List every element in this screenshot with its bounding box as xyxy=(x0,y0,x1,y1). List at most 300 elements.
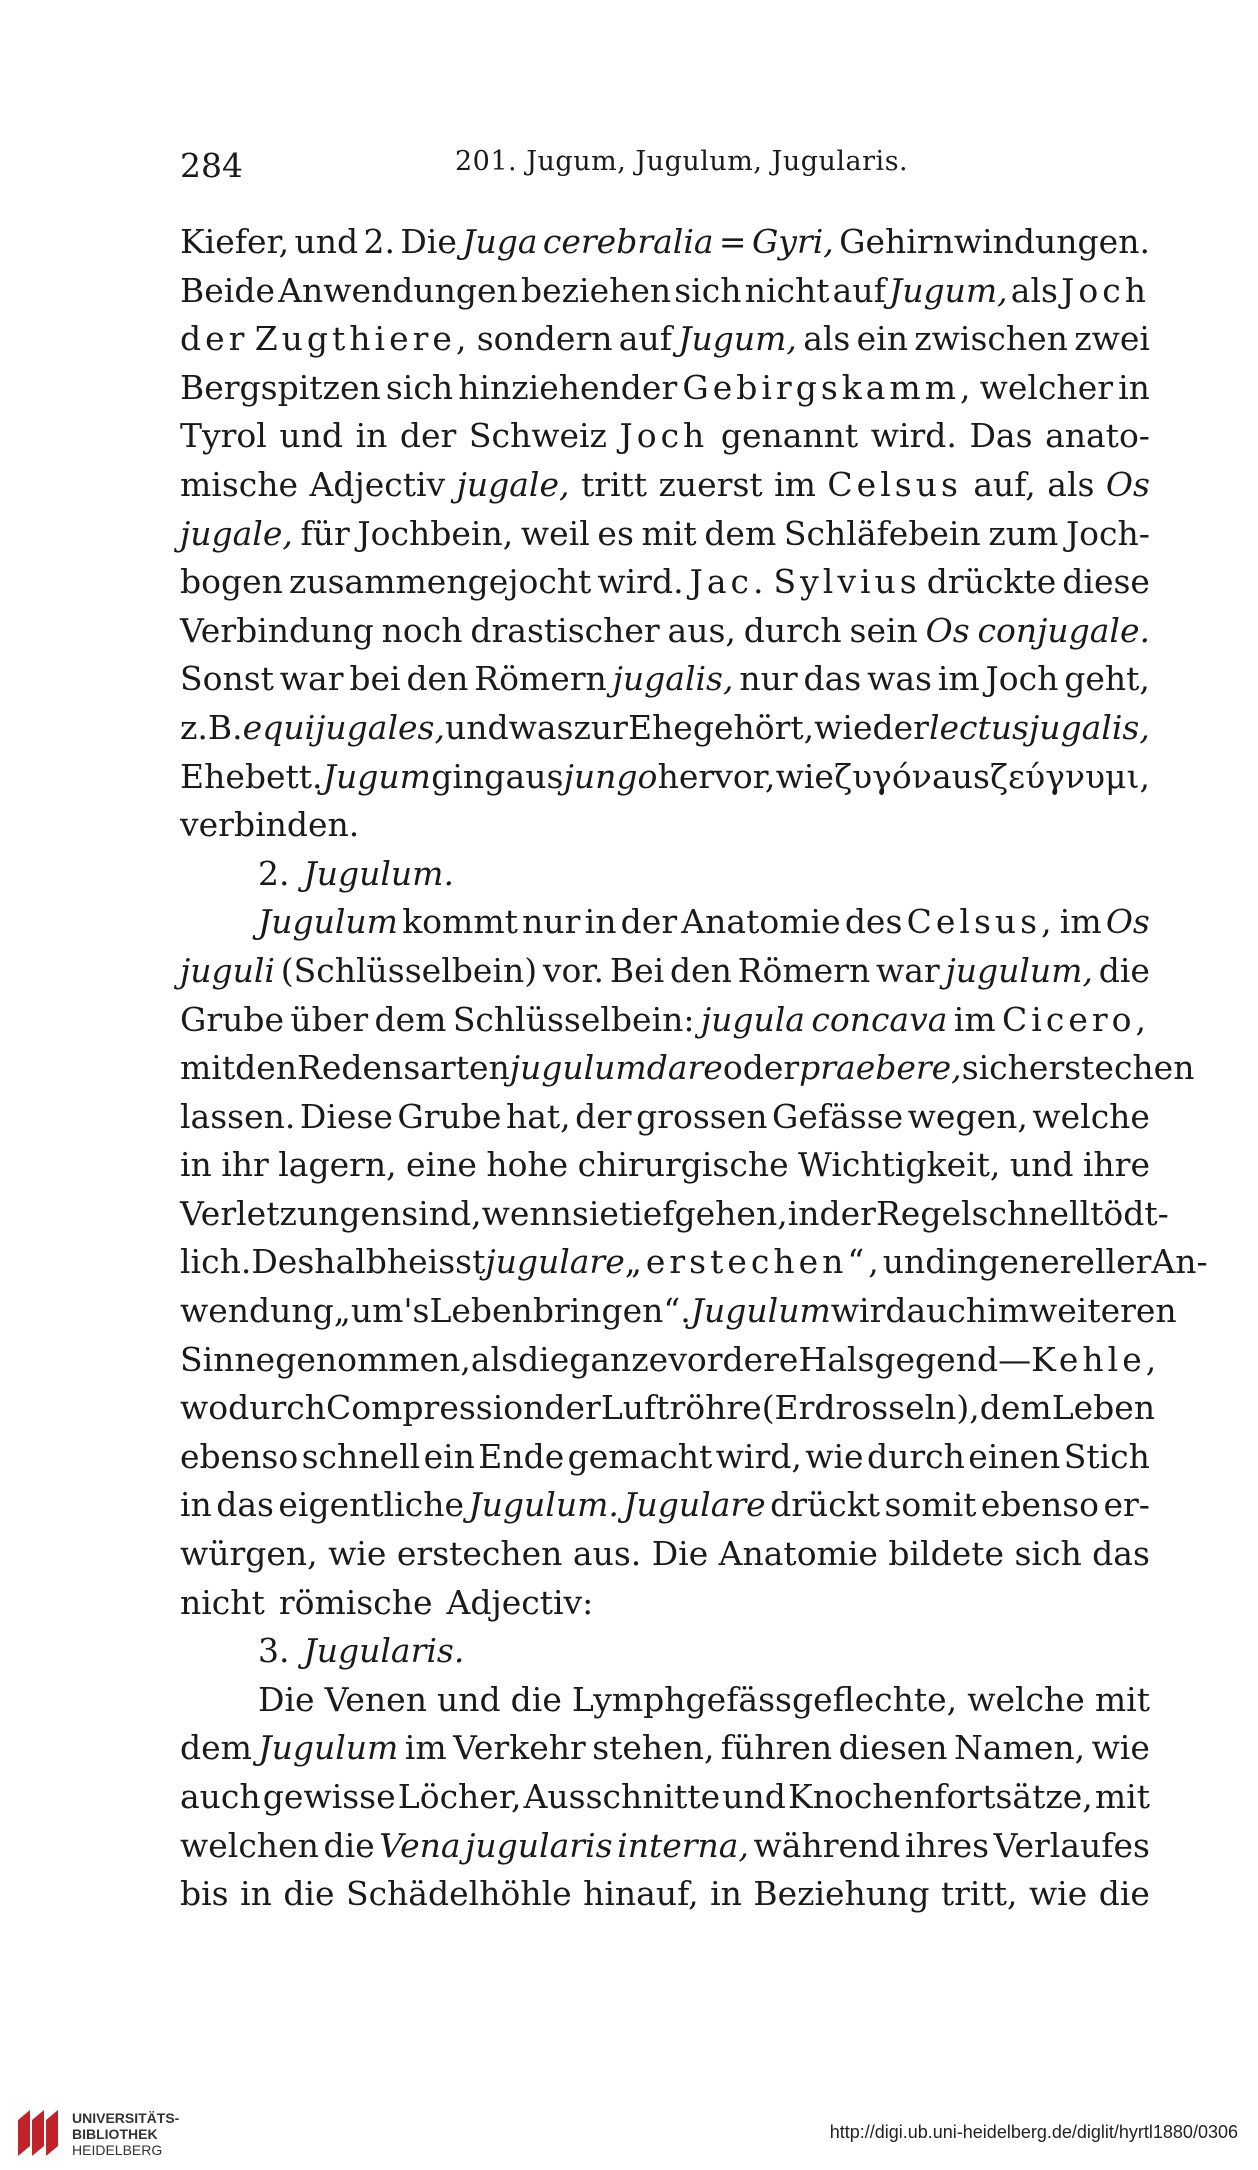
text-line xyxy=(180,1724,1150,1773)
text-line xyxy=(180,655,1150,704)
word: ein xyxy=(856,319,908,359)
text-line xyxy=(180,1238,1208,1287)
word: Gehirnwindungen. xyxy=(839,222,1150,261)
word: hat, xyxy=(505,1096,571,1136)
word: = xyxy=(718,222,747,261)
word: dare xyxy=(646,1048,723,1088)
word: Verlaufes xyxy=(993,1825,1150,1865)
word: gewisse xyxy=(262,1777,396,1816)
word: die xyxy=(283,1874,335,1914)
word: Diese xyxy=(299,1096,393,1136)
text-line xyxy=(180,461,1150,510)
word: würgen, xyxy=(180,1534,318,1574)
word: in xyxy=(355,416,388,456)
word: wird, xyxy=(715,1436,802,1476)
word: der xyxy=(620,902,678,942)
word: im xyxy=(774,464,816,504)
word: mit xyxy=(641,513,697,553)
word: in xyxy=(787,1193,820,1233)
text-line xyxy=(180,510,1150,559)
word: im xyxy=(953,999,996,1039)
word: wegen, xyxy=(907,1096,1028,1136)
word: es xyxy=(597,513,634,553)
text-line xyxy=(180,850,1150,899)
word: als xyxy=(1010,270,1058,310)
text-line xyxy=(180,1336,1161,1385)
word: des xyxy=(844,902,903,942)
word: in xyxy=(1118,367,1150,407)
word: jungo xyxy=(563,756,658,796)
word: weiteren xyxy=(1029,1291,1177,1331)
word: das xyxy=(1092,1534,1150,1574)
word: zuerst xyxy=(658,464,763,504)
word: „um's xyxy=(333,1291,430,1331)
word: Jugulare xyxy=(623,1485,766,1525)
word: wie xyxy=(1028,1874,1088,1914)
word: somit xyxy=(884,1485,977,1525)
word: drastischer xyxy=(470,610,660,650)
word: vordere xyxy=(668,1339,799,1379)
word: hinziehender xyxy=(458,367,678,407)
word: Jugulum xyxy=(258,902,398,942)
word: römische xyxy=(278,1582,433,1622)
word: im xyxy=(1059,902,1102,942)
word: Halsgegend xyxy=(798,1339,999,1379)
word: das xyxy=(216,1485,274,1525)
word: ging xyxy=(431,756,506,796)
word: Kiefer, xyxy=(180,222,290,261)
word: drückt xyxy=(770,1485,881,1525)
word: Schlüsselbein: xyxy=(452,999,695,1039)
word: führen xyxy=(720,1728,833,1768)
word: Schläfebein xyxy=(783,513,981,553)
word: drückte xyxy=(926,562,1057,602)
word: noch xyxy=(381,610,463,650)
word: die xyxy=(518,1339,570,1379)
word: Celsus xyxy=(827,464,962,504)
word: Leben xyxy=(429,1291,533,1331)
word: Zugthiere, xyxy=(254,319,471,359)
text-line xyxy=(180,704,1150,753)
word: tödt- xyxy=(1090,1193,1169,1233)
running-head: 201. Jugum, Jugulum, Jugularis. xyxy=(455,146,909,177)
word: bis xyxy=(180,1874,229,1914)
word: z. xyxy=(180,707,208,747)
word: Lymphgefässgeflechte, xyxy=(571,1679,958,1719)
word: ihres xyxy=(905,1825,990,1865)
word: dem xyxy=(704,513,777,553)
text-line xyxy=(180,1870,1150,1919)
word: jugulum xyxy=(509,1048,647,1088)
library-name: UNIVERSITÄTS- BIBLIOTHEK HEIDELBERG xyxy=(72,2110,180,2158)
word: in xyxy=(710,1874,742,1914)
word: nur xyxy=(739,659,798,699)
word: Joch xyxy=(1061,270,1150,310)
word: Grube xyxy=(180,999,285,1039)
word: dem xyxy=(979,1388,1052,1428)
word: tritt xyxy=(580,464,648,504)
word: welche xyxy=(967,1679,1085,1719)
word: hinauf, xyxy=(583,1874,699,1914)
word: er- xyxy=(1103,1485,1150,1525)
word: genommen, xyxy=(275,1339,471,1379)
word: Löcher, xyxy=(397,1777,522,1816)
word: mische xyxy=(180,464,299,504)
word: Jugum, xyxy=(678,319,797,359)
text-line xyxy=(180,218,1150,267)
word: Anwendungen xyxy=(278,270,518,310)
word: Römern xyxy=(474,659,607,699)
word: Jugulum xyxy=(258,1728,399,1768)
word: Das xyxy=(969,416,1033,456)
word: in xyxy=(180,1145,212,1185)
word: Os xyxy=(925,610,970,650)
word: Bei xyxy=(609,950,665,990)
word: vor. xyxy=(542,950,605,990)
word: welche xyxy=(1032,1096,1150,1136)
word: ganze xyxy=(569,1339,669,1379)
text-line xyxy=(180,1676,1150,1725)
word: equi xyxy=(242,707,316,747)
word: zur xyxy=(573,707,628,747)
word: Gyri, xyxy=(751,222,834,261)
word: heisst xyxy=(386,1242,486,1282)
word: Compression xyxy=(326,1388,545,1428)
word: sondern xyxy=(476,319,613,359)
word: Grube xyxy=(397,1096,502,1136)
word: durch xyxy=(866,1436,965,1476)
word: der xyxy=(575,1096,632,1136)
word: Celsus, xyxy=(906,902,1056,942)
word: sich xyxy=(385,367,454,407)
word: Verbindung xyxy=(180,610,374,650)
word: An- xyxy=(1151,1242,1208,1282)
word: Os xyxy=(1105,902,1150,942)
word: im xyxy=(404,1728,447,1768)
word: als xyxy=(803,319,851,359)
word: der xyxy=(819,1193,876,1233)
word: Venen xyxy=(324,1679,427,1719)
word: Kehle, xyxy=(1031,1339,1161,1379)
text-line xyxy=(180,996,1150,1045)
source-url-link[interactable]: http://digi.ub.uni-heidelberg.de/diglit/hyrtl1880/0306 xyxy=(829,2122,1238,2142)
word: der xyxy=(180,319,249,359)
word: welcher xyxy=(979,367,1113,407)
word: geht, xyxy=(1064,659,1150,699)
word: tief xyxy=(618,1193,675,1233)
word: Jac. xyxy=(689,562,768,602)
word: hohe xyxy=(486,1145,569,1185)
word: jugalis, xyxy=(612,659,734,699)
text-line xyxy=(180,1627,1150,1676)
word: lectus xyxy=(928,707,1029,747)
word: wie xyxy=(328,1534,387,1574)
word: einen xyxy=(968,1436,1061,1476)
text-line xyxy=(180,1773,1150,1822)
word: genannt xyxy=(720,416,859,456)
word: Luftröhre xyxy=(600,1388,762,1428)
word: jugalis, xyxy=(1029,707,1150,747)
text-line xyxy=(180,947,1150,996)
text-line xyxy=(180,753,1150,802)
word: Leben xyxy=(1051,1388,1156,1428)
library-logo-icon xyxy=(12,2106,62,2162)
word: cerebralia xyxy=(542,222,714,261)
word: ebenso xyxy=(980,1485,1100,1525)
word: jugulum, xyxy=(945,950,1093,990)
word: Tyrol xyxy=(180,416,267,456)
word: praebere, xyxy=(799,1048,962,1088)
text-line xyxy=(180,1822,1150,1871)
word: den xyxy=(669,950,732,990)
word: im xyxy=(987,1291,1029,1331)
word: ebenso xyxy=(180,1436,299,1476)
word: als xyxy=(1047,464,1095,504)
word: die xyxy=(510,1679,562,1719)
word: Jochbein, xyxy=(357,513,514,553)
word: Regel xyxy=(875,1193,972,1233)
word: und xyxy=(444,707,509,747)
word: Ende xyxy=(478,1436,565,1476)
word: durch xyxy=(228,1388,327,1428)
text-line xyxy=(180,1384,1156,1433)
word: ein xyxy=(423,1436,475,1476)
word: Joch xyxy=(619,416,709,456)
text-line xyxy=(180,1530,1150,1579)
word: anato- xyxy=(1045,416,1150,456)
word: gemacht xyxy=(567,1436,713,1476)
text-line xyxy=(180,1579,1150,1628)
word: und xyxy=(722,1777,786,1816)
word: ζεύγνυμι, xyxy=(990,756,1150,796)
word: dem xyxy=(180,1728,252,1768)
word: hervor, xyxy=(657,756,776,796)
word: weil xyxy=(520,513,590,553)
word: Beziehung xyxy=(753,1874,930,1914)
word: was xyxy=(508,707,574,747)
word: 2. xyxy=(363,222,395,261)
word: auf xyxy=(618,319,672,359)
word: Jugum, xyxy=(888,270,1008,310)
text-line xyxy=(180,412,1150,461)
word: in xyxy=(946,1242,979,1282)
word: im xyxy=(937,659,980,699)
word: Die xyxy=(400,222,457,261)
word: lagern, xyxy=(278,1145,397,1185)
text-line xyxy=(180,898,1150,947)
word: Deshalb xyxy=(251,1242,387,1282)
word: und xyxy=(1009,1145,1074,1185)
word: den xyxy=(235,1048,298,1088)
word: den xyxy=(406,659,469,699)
word: „erstechen“, xyxy=(624,1242,883,1282)
word: auch xyxy=(906,1291,988,1331)
word: auch xyxy=(180,1777,261,1816)
word: — xyxy=(998,1339,1032,1379)
word: stehen, xyxy=(592,1728,715,1768)
text-line xyxy=(180,1287,1177,1336)
word: der xyxy=(872,707,929,747)
word: Bergspitzen xyxy=(180,367,381,407)
word: und xyxy=(294,222,359,261)
word: ζυγόν xyxy=(834,756,932,796)
word: Schädelhöhle xyxy=(345,1874,572,1914)
word: dem xyxy=(374,999,447,1039)
word: der xyxy=(544,1388,601,1428)
word: Römern xyxy=(737,950,871,990)
text-line xyxy=(180,1433,1150,1482)
word: jugales, xyxy=(315,707,445,747)
word: jugale, xyxy=(180,513,293,553)
word: wendung xyxy=(180,1291,334,1331)
word: lassen. xyxy=(180,1096,296,1136)
word: diese xyxy=(1062,562,1150,602)
word: bei xyxy=(349,659,401,699)
word: Knochenfortsätze, xyxy=(788,1777,1093,1816)
word: kommt xyxy=(402,902,518,942)
text-line xyxy=(180,607,1150,656)
text-line xyxy=(180,315,1150,364)
word: grossen xyxy=(636,1096,768,1136)
word: Anatomie xyxy=(718,1534,878,1574)
word: chirurgische xyxy=(577,1145,789,1185)
word: in xyxy=(240,1874,272,1914)
word: gehen, xyxy=(674,1193,788,1233)
word: lich. xyxy=(180,1242,252,1282)
word: sind, xyxy=(401,1193,482,1233)
word: Die xyxy=(651,1534,709,1574)
word: 2. xyxy=(258,853,290,893)
word: genereller xyxy=(978,1242,1152,1282)
word: Adjectiv xyxy=(309,464,446,504)
word: Sylvius xyxy=(773,562,921,602)
word: die xyxy=(323,1825,375,1865)
word: und xyxy=(279,416,344,456)
word: Ehebett. xyxy=(180,756,323,796)
word: was xyxy=(867,659,932,699)
word: schnell xyxy=(971,1193,1091,1233)
word: nur xyxy=(522,902,581,942)
word: welchen xyxy=(180,1825,319,1865)
word: bogen xyxy=(180,562,283,602)
word: auf xyxy=(832,270,886,310)
word: die xyxy=(1098,950,1150,990)
word: in xyxy=(180,1485,212,1525)
word: beziehen xyxy=(520,270,672,310)
word: Jugum xyxy=(322,756,431,796)
word: bringen“. xyxy=(532,1291,691,1331)
word: sich xyxy=(1014,1534,1082,1574)
word: Anatomie xyxy=(681,902,841,942)
text-line xyxy=(180,1044,1195,1093)
word: war xyxy=(876,950,940,990)
word: Joch xyxy=(985,659,1059,699)
word: aus xyxy=(932,756,990,796)
word: sich xyxy=(961,1048,1029,1088)
word: und xyxy=(882,1242,947,1282)
word: Os xyxy=(1105,464,1150,504)
word: jugulare xyxy=(485,1242,625,1282)
word: gehört, xyxy=(692,707,815,747)
word: bildete xyxy=(888,1534,1005,1574)
word: erstechen xyxy=(396,1534,563,1574)
word: mit xyxy=(1094,1679,1150,1719)
word: Joch- xyxy=(1065,513,1150,553)
word: aus. xyxy=(572,1534,642,1574)
word: sich xyxy=(674,270,742,310)
word: für xyxy=(300,513,350,553)
word: Adjectiv: xyxy=(446,1582,594,1622)
word: Jugulum. xyxy=(468,1485,619,1525)
word: ihr xyxy=(221,1145,269,1185)
word: Verletzungen xyxy=(180,1193,402,1233)
word: wird xyxy=(830,1291,907,1331)
word: wird. xyxy=(870,416,957,456)
word: aus xyxy=(505,756,564,796)
word: Vena xyxy=(379,1825,461,1865)
word: Beide xyxy=(180,270,275,310)
word: B. xyxy=(207,707,243,747)
word: war xyxy=(279,659,344,699)
word: während xyxy=(753,1825,901,1865)
word: eine xyxy=(406,1145,477,1185)
word: mit xyxy=(1094,1777,1150,1816)
word: erstechen xyxy=(1028,1048,1195,1088)
word: durch xyxy=(743,610,842,650)
word: sie xyxy=(571,1193,619,1233)
text-line xyxy=(180,1481,1150,1530)
word: Die xyxy=(258,1679,315,1719)
word: jugale, xyxy=(456,464,570,504)
text-line xyxy=(180,1190,1169,1239)
word: auf, xyxy=(973,464,1036,504)
word: zwei xyxy=(1074,319,1150,359)
word: Sinne xyxy=(180,1339,276,1379)
word: Redensarten xyxy=(297,1048,510,1088)
word: Ausschnitte xyxy=(523,1777,721,1816)
word: Jugulum. xyxy=(303,853,454,893)
word: conjugale. xyxy=(977,610,1150,650)
word: schnell xyxy=(301,1436,421,1476)
word: wo xyxy=(180,1388,229,1428)
word: über xyxy=(290,999,369,1039)
word: juguli xyxy=(180,950,275,990)
word: Cicero, xyxy=(1002,999,1150,1039)
word: die xyxy=(1098,1874,1150,1914)
word: der xyxy=(399,416,457,456)
word: wie xyxy=(805,1436,864,1476)
word: interna, xyxy=(617,1825,749,1865)
word: als xyxy=(470,1339,519,1379)
word: Wichtigkeit, xyxy=(798,1145,1001,1185)
word: diesen xyxy=(838,1728,948,1768)
word: tritt, xyxy=(940,1874,1018,1914)
word: zwischen xyxy=(914,319,1068,359)
text-line xyxy=(180,1141,1150,1190)
word: Juga xyxy=(462,222,538,261)
body-text xyxy=(180,218,1208,1919)
word: jugula xyxy=(700,999,805,1039)
word: concava xyxy=(811,999,948,1039)
word: Verkehr xyxy=(453,1728,586,1768)
word: 3. xyxy=(258,1631,290,1671)
page-header xyxy=(180,146,1150,192)
word: sein xyxy=(849,610,918,650)
word: wird. xyxy=(597,562,684,602)
word: zum xyxy=(988,513,1059,553)
word: aus, xyxy=(667,610,736,650)
word: mit xyxy=(180,1048,236,1088)
